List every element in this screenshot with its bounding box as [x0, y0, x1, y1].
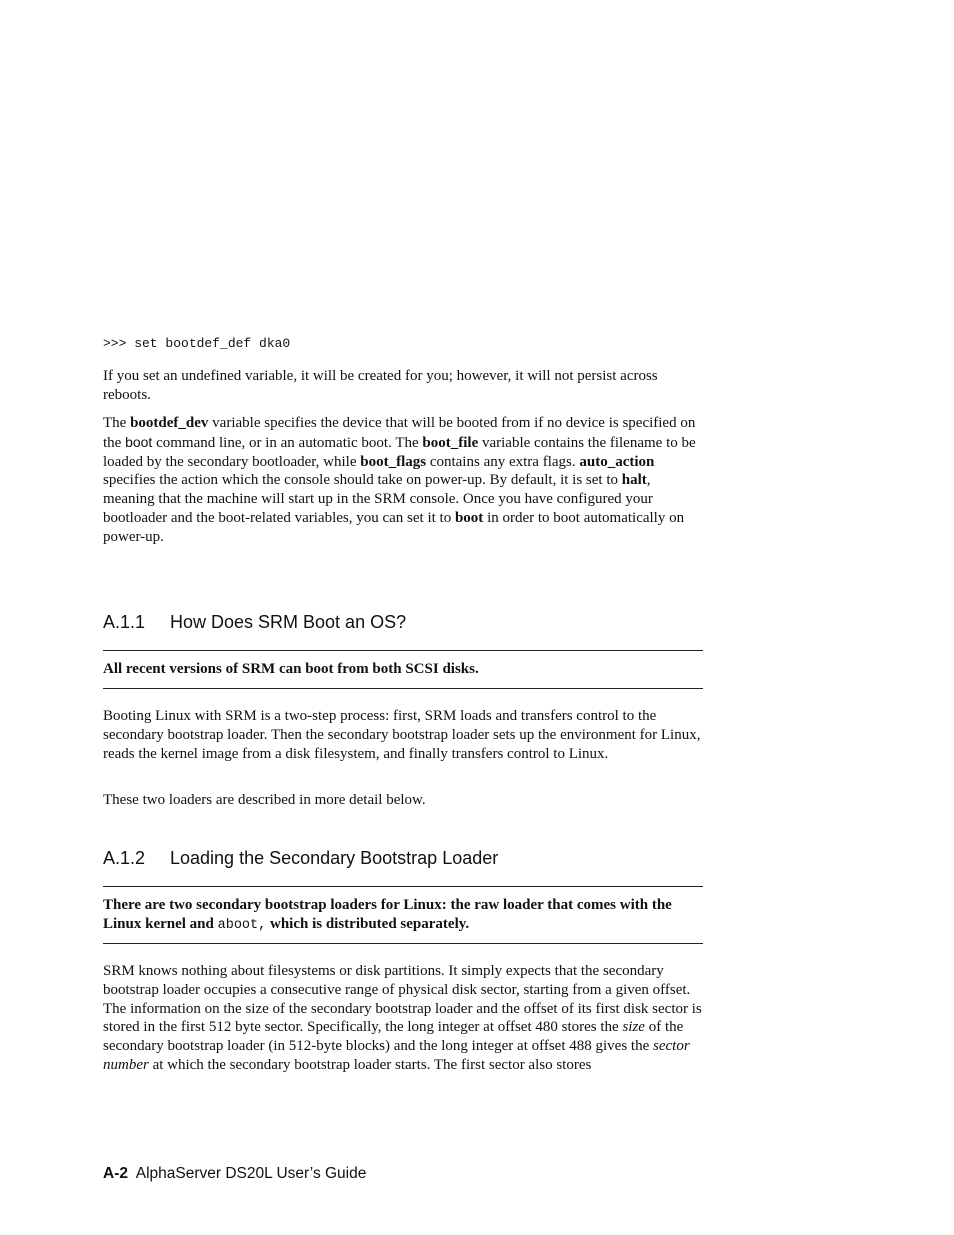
term-boot: boot — [454, 509, 484, 526]
section-title: Loading the Secondary Bootstrap Loader — [170, 848, 499, 868]
code-aboot: aboot, — [217, 918, 267, 933]
section-number: A.1.1 — [103, 612, 146, 632]
note-loaders: There are two secondary bootstrap loaders for Linux: the raw loader that comes with the Linux kernel and aboot, which is distributed separately. — [103, 897, 672, 933]
paragraph-two-step: Booting Linux with SRM is a two-step process: first, SRM loads and transfers control to the secondary bootstrap loader. Then the secondary bootstrap loader sets up the environment for Linux, reads the kernel image from a disk filesystem, and finally transfers control to Linux. — [103, 708, 701, 762]
command-boot: boot — [125, 433, 153, 450]
section-number: A.1.2 — [103, 848, 146, 868]
term-auto-action: auto_action — [579, 453, 655, 470]
note-scsi: All recent versions of SRM can boot from both SCSI disks. — [103, 661, 479, 677]
paragraph-srm-sectors: SRM knows nothing about filesystems or disk partitions. It simply expects that the secondary bootstrap loader occupies a consecutive range of physical disk sector, starting from a given offset. The information on the size of the secondary bootstrap loader and the offset of its first disk sector is stored in the first 512 byte sector. Specifically, the long integer at offset 480 stores the size of the secondary bootstrap loader (in 512-byte blocks) and the long integer at offset 488 gives the sector number at which the secondary bootstrap loader starts. The first sector also stores — [103, 963, 702, 1073]
term-boot-flags: boot_flags — [360, 453, 427, 470]
note-rule-bottom — [103, 943, 703, 944]
section-heading-a12 — [103, 848, 498, 869]
page-footer — [103, 1165, 366, 1183]
note-rule-top — [103, 886, 703, 887]
page-number: A-2 — [103, 1165, 128, 1182]
paragraph-undefined-variable: If you set an undefined variable, it will be created for you; however, it will not persist across reboots. — [103, 368, 658, 403]
note-rule-bottom — [103, 688, 703, 689]
paragraph-loaders: These two loaders are described in more detail below. — [103, 792, 426, 808]
section-heading-a11 — [103, 612, 406, 633]
term-boot-file: boot_file — [422, 434, 479, 451]
term-halt: halt — [621, 472, 647, 489]
term-sector-number: sector number — [103, 1038, 690, 1073]
term-bootdef-dev: bootdef_dev — [130, 415, 209, 431]
paragraph-boot-variables: The bootdef_dev variable specifies the device that will be booted from if no device is specified on the boot command line, or in an automatic boot. The boot_file variable contains the filename to be loaded by the secondary bootloader, while boot_flags contains any extra flags. auto_action specifies the action which the console should take on power-up. By default, it is set to halt, meaning that the machine will start up in the SRM console. Once you have configured your bootloader and the boot-related variables, you can set it to boot in order to boot automatically on power-up. — [103, 415, 696, 545]
section-title: How Does SRM Boot an OS? — [170, 612, 407, 632]
term-size: size — [622, 1019, 645, 1036]
note-rule-top — [103, 650, 703, 651]
book-title: AlphaServer DS20L User’s Guide — [135, 1165, 367, 1182]
code-example: >>> set bootdef_def dka0 — [103, 336, 291, 351]
